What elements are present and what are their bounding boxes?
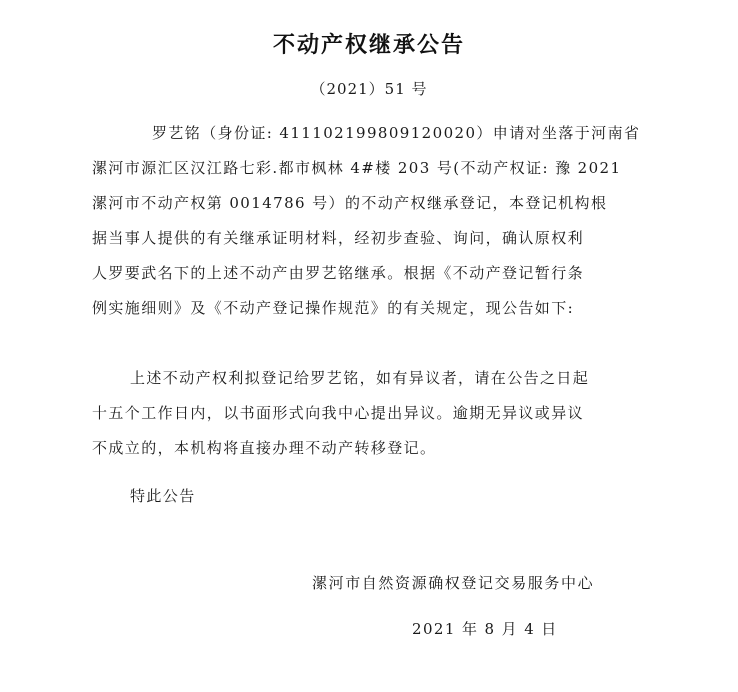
paragraph-line: 例实施细则》及《不动产登记操作规范》的有关规定，现公告如下: — [92, 299, 575, 317]
paragraph-line: 漯河市源汇区汉江路七彩.都市枫林 4#楼 203 号(不动产权证: 豫 2021 — [92, 159, 622, 177]
paragraph-line: 人罗要武名下的上述不动产由罗艺铭继承。根据《不动产登记暂行条 — [92, 264, 585, 282]
paragraph-line: 据当事人提供的有关继承证明材料，经初步查验、询问，确认原权利 — [92, 229, 585, 247]
paragraph-line: 十五个工作日内，以书面形式向我中心提出异议。逾期无异议或异议 — [92, 404, 585, 422]
issue-date: 2021 年 8 月 4 日 — [412, 620, 558, 638]
document-number: （2021）51 号 — [310, 80, 428, 98]
paragraph-line: 罗艺铭（身份证: 411102199809120020）申请对坐落于河南省 — [152, 124, 641, 142]
paragraph-line: 不成立的，本机构将直接办理不动产转移登记。 — [92, 439, 437, 457]
notice-title: 不动产权继承公告 — [272, 33, 465, 58]
paragraph-line: 漯河市不动产权第 0014786 号）的不动产权继承登记，本登记机构根 — [92, 194, 608, 212]
paragraph-objection — [92, 361, 652, 466]
paragraph-line: 上述不动产权利拟登记给罗艺铭，如有异议者，请在公告之日起 — [130, 369, 590, 387]
paragraph-application — [92, 116, 652, 326]
closing-phrase: 特此公告 — [130, 487, 196, 505]
issuing-organization: 漯河市自然资源确权登记交易服务中心 — [312, 574, 595, 592]
